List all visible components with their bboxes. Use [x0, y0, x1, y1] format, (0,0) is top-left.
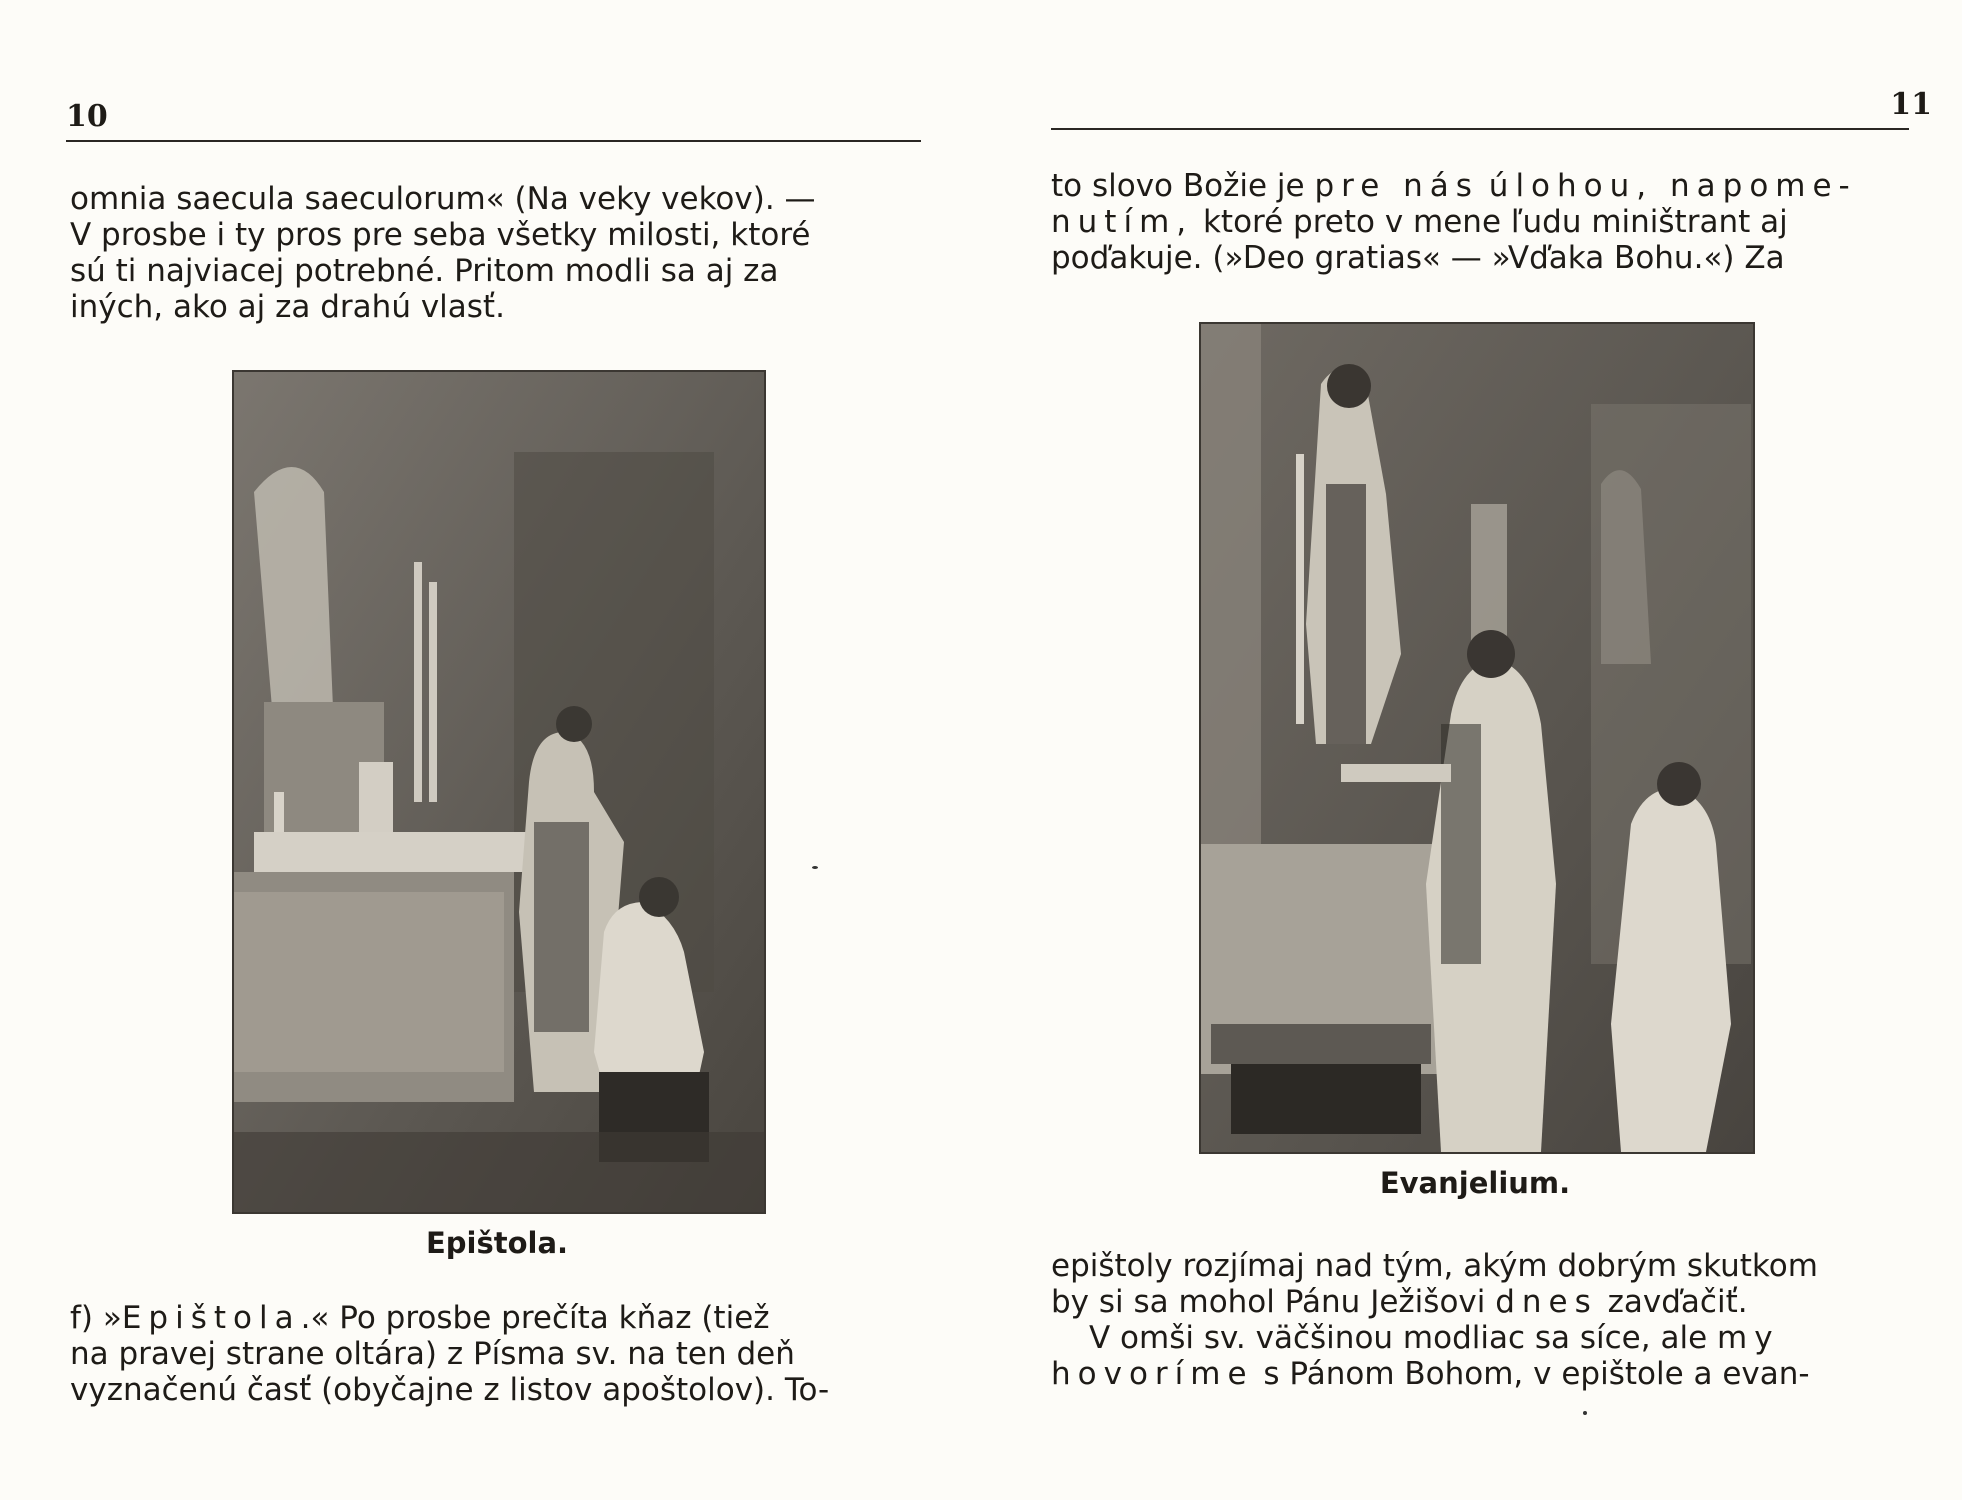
left-bottom-paragraph	[70, 1300, 920, 1408]
text-line	[1051, 168, 1911, 204]
text-line	[1051, 1356, 1911, 1392]
epistola-illustration	[234, 372, 764, 1212]
right-bottom-paragraph	[1051, 1248, 1911, 1392]
text-fragment: by si sa mohol Pánu Ježišovi	[1051, 1284, 1496, 1320]
epistola-caption: Epištola.	[425, 1226, 569, 1260]
spaced-term: my	[1717, 1320, 1780, 1356]
evanjelium-illustration	[1201, 324, 1753, 1152]
evanjelium-photograph	[1199, 322, 1755, 1154]
text-line	[1051, 204, 1911, 240]
header-rule-left	[66, 140, 921, 142]
text-line: vyznačenú časť (obyčajne z listov apoštolov). To-	[70, 1372, 830, 1408]
left-top-paragraph	[70, 181, 920, 325]
evanjelium-caption: Evanjelium.	[1379, 1166, 1571, 1200]
header-rule-right	[1051, 128, 1909, 130]
print-speck	[812, 866, 818, 869]
text-line: sú ti najviacej potrebné. Pritom modli sa aj za	[70, 253, 779, 289]
spaced-term: hovoríme	[1051, 1356, 1254, 1392]
text-fragment: f) »	[70, 1300, 122, 1336]
text-fragment: V omši sv. väčšinou modliac sa síce, ale	[1089, 1320, 1717, 1356]
text-line	[1051, 1284, 1911, 1320]
text-line: na pravej strane oltára) z Písma sv. na ten deň	[70, 1336, 795, 1372]
epistola-photograph	[232, 370, 766, 1214]
text-line: V prosbe i ty pros pre seba všetky milosti, ktoré	[70, 217, 811, 253]
page-number-left: 10	[66, 99, 108, 134]
text-fragment: ktoré preto v mene ľudu miništrant aj	[1193, 204, 1788, 240]
spaced-term: pre nás	[1314, 168, 1479, 204]
page-number-right: 11	[1890, 87, 1932, 122]
text-fragment: to slovo Božie je	[1051, 168, 1315, 204]
text-line	[1051, 1320, 1911, 1356]
print-speck	[1583, 1411, 1587, 1415]
right-page	[981, 0, 1962, 1500]
spaced-term: úlohou, napome-	[1488, 168, 1857, 204]
text-fragment: zavďačiť.	[1597, 1284, 1748, 1320]
text-fragment	[1479, 168, 1489, 204]
text-line: epištoly rozjímaj nad tým, akým dobrým skutkom	[1051, 1248, 1818, 1284]
spaced-term: nutím,	[1051, 204, 1194, 240]
text-line: omnia saecula saeculorum« (Na veky vekov). —	[70, 181, 816, 217]
text-fragment: .« Po prosbe prečíta kňaz (tiež	[300, 1300, 770, 1336]
text-line: iných, ako aj za drahú vlasť.	[70, 289, 505, 325]
text-fragment: s Pánom Bohom, v epištole a evan-	[1253, 1356, 1810, 1392]
text-line: poďakuje. (»Deo gratias« — »Vďaka Bohu.«) Za	[1051, 240, 1785, 276]
spaced-term: Epištola	[121, 1300, 301, 1336]
text-line	[70, 1300, 920, 1336]
right-top-paragraph	[1051, 168, 1911, 276]
spaced-term: dnes	[1495, 1284, 1598, 1320]
